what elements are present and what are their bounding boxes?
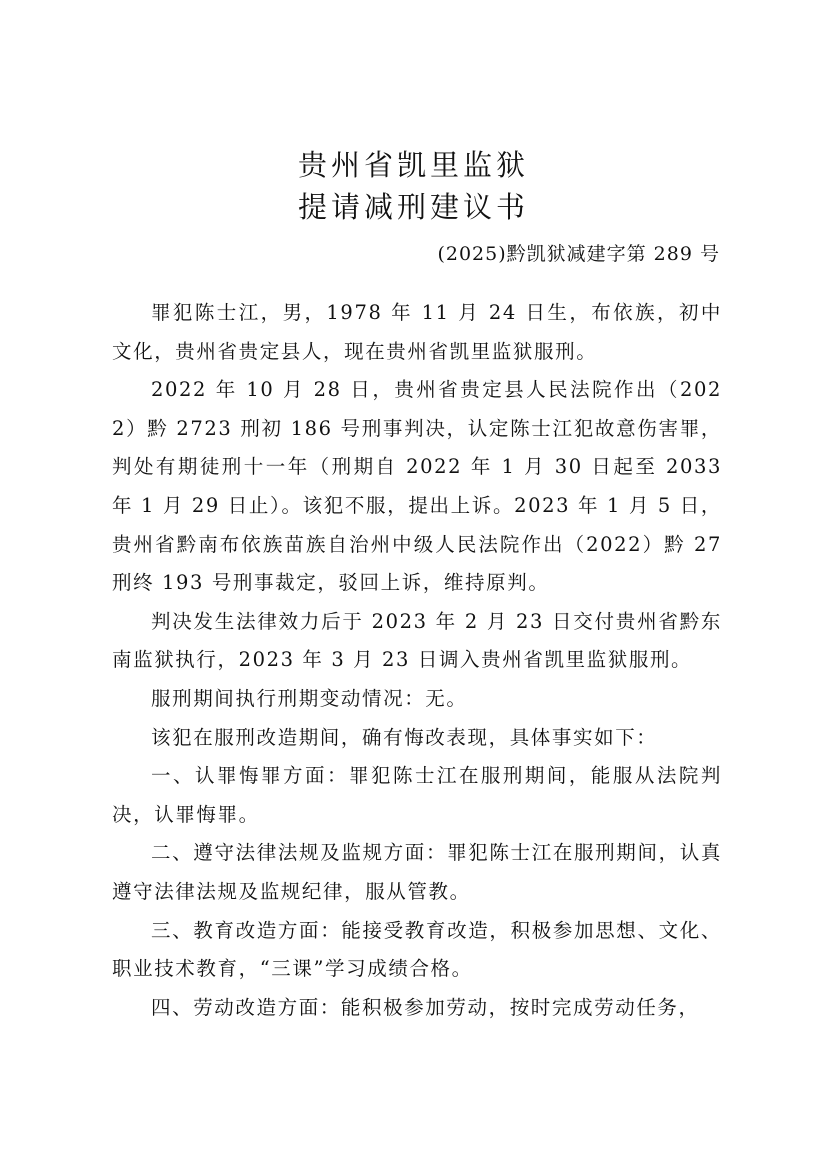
paragraph-basic-info: 罪犯陈士江，男，1978 年 11 月 24 日生，布依族，初中文化，贵州省贵定县人，现在贵州省凯里监狱服刑。 bbox=[112, 301, 722, 363]
paragraph-judgment: 2022 年 10 月 28 日，贵州省贵定县人民法院作出（2022）黔 2723 刑初 186 号刑事判决，认定陈士江犯故意伤害罪，判处有期徒刑十一年（刑期自 2022 年 1 月 30 日起至 2033 年 1 月 29 日止）。该犯不服，提出上诉。2023 年 1 月 5 日，贵州省黔南布依族苗族自治州中级人民法院作出（2022）黔 27 刑终 193 号刑事裁定，驳回上诉，维持原判。 bbox=[112, 378, 722, 595]
paragraph-item-2: 二、遵守法律法规及监规方面：罪犯陈士江在服刑期间，认真遵守法律法规及监规纪律，服从管教。 bbox=[112, 841, 722, 903]
paragraph-repentance-intro: 该犯在服刑改造期间，确有悔改表现，具体事实如下： bbox=[151, 725, 658, 749]
document-body bbox=[112, 294, 722, 1027]
paragraph-execution: 判决发生法律效力后于 2023 年 2 月 23 日交付贵州省黔东南监狱执行，2023 年 3 月 23 日调入贵州省凯里监狱服刑。 bbox=[112, 609, 722, 672]
document-number: (2025)黔凯狱减建字第 289 号 bbox=[437, 243, 720, 265]
paragraph-item-3: 三、教育改造方面：能接受教育改造，积极参加思想、文化、职业技术教育，“三课”学习成绩合格。 bbox=[112, 918, 722, 981]
document-title-prison: 贵州省凯里监狱 bbox=[297, 148, 529, 182]
paragraph-item-1: 一、认罪悔罪方面：罪犯陈士江在服刑期间，能服从法院判决，认罪悔罪。 bbox=[112, 764, 722, 826]
paragraph-sentence-change: 服刑期间执行刑期变动情况：无。 bbox=[151, 686, 468, 710]
paragraph-item-4: 四、劳动改造方面：能积极参加劳动，按时完成劳动任务， bbox=[151, 995, 700, 1019]
document-title-type: 提请减刑建议书 bbox=[297, 190, 529, 224]
